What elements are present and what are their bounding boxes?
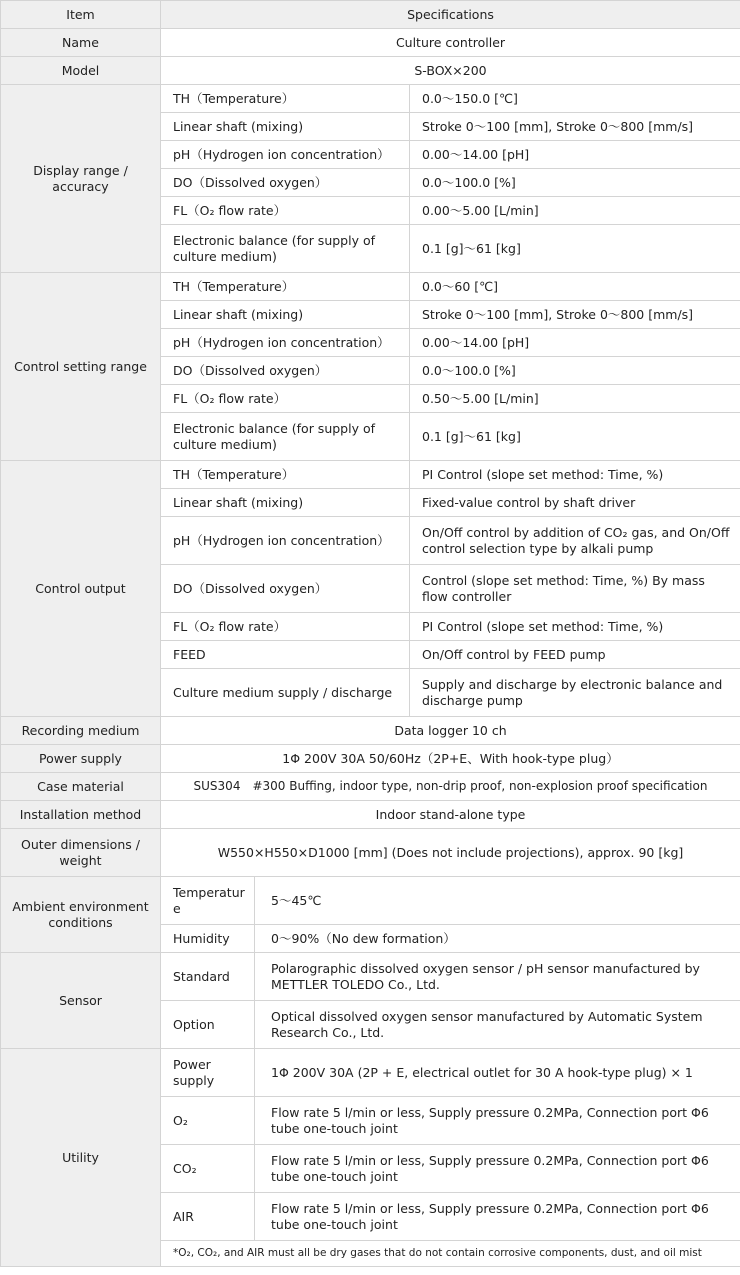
- display-range-value: 0.0～150.0 [℃]: [410, 85, 740, 113]
- control-setting-value: Stroke 0～100 [mm], Stroke 0～800 [mm/s]: [410, 301, 740, 329]
- display-range-item: Electronic balance (for supply of culture medium): [161, 225, 410, 273]
- utility-value: 1Φ 200V 30A (2P + E, electrical outlet for 30 A hook-type plug) × 1: [255, 1049, 740, 1097]
- power-supply-row: [1, 745, 740, 773]
- control-setting-item: Electronic balance (for supply of culture medium): [161, 413, 410, 461]
- sensor-value: Optical dissolved oxygen sensor manufactured by Automatic System Research Co., Ltd.: [255, 1001, 740, 1049]
- display-range-value: Stroke 0～100 [mm], Stroke 0～800 [mm/s]: [410, 113, 740, 141]
- utility-row: [1, 1049, 740, 1097]
- control-setting-label: Control setting range: [1, 273, 161, 461]
- display-range-item: Linear shaft (mixing): [161, 113, 410, 141]
- control-setting-value: 0.0～100.0 [%]: [410, 357, 740, 385]
- control-output-value: PI Control (slope set method: Time, %): [410, 613, 740, 641]
- ambient-value: 5～45℃: [255, 877, 740, 925]
- specifications-header: Specifications: [161, 1, 740, 29]
- utility-item: CO₂: [161, 1145, 255, 1193]
- control-setting-item: TH（Temperature）: [161, 273, 410, 301]
- control-setting-item: pH（Hydrogen ion concentration）: [161, 329, 410, 357]
- control-setting-value: 0.00～14.00 [pH]: [410, 329, 740, 357]
- installation-row: [1, 801, 740, 829]
- installation-value: Indoor stand-alone type: [161, 801, 740, 829]
- case-material-label: Case material: [1, 773, 161, 801]
- control-output-item: FL（O₂ flow rate）: [161, 613, 410, 641]
- control-output-item: TH（Temperature）: [161, 461, 410, 489]
- control-output-row: [1, 461, 740, 489]
- control-setting-value: 0.50～5.00 [L/min]: [410, 385, 740, 413]
- sensor-value: Polarographic dissolved oxygen sensor / pH sensor manufactured by METTLER TOLEDO Co., Ltd.: [255, 953, 740, 1001]
- ambient-item: Humidity: [161, 925, 255, 953]
- power-supply-label: Power supply: [1, 745, 161, 773]
- control-output-value: Supply and discharge by electronic balance and discharge pump: [410, 669, 740, 717]
- utility-value: Flow rate 5 l/min or less, Supply pressure 0.2MPa, Connection port Φ6 tube one-touch joint: [255, 1193, 740, 1241]
- control-output-item: FEED: [161, 641, 410, 669]
- display-range-label: Display range / accuracy: [1, 85, 161, 273]
- control-setting-value: 0.0～60 [℃]: [410, 273, 740, 301]
- control-output-value: Control (slope set method: Time, %) By mass flow controller: [410, 565, 740, 613]
- utility-label: Utility: [1, 1049, 161, 1267]
- ambient-item: Temperature: [161, 877, 255, 925]
- display-range-value: 0.00～14.00 [pH]: [410, 141, 740, 169]
- display-range-item: TH（Temperature）: [161, 85, 410, 113]
- recording-medium-value: Data logger 10 ch: [161, 717, 740, 745]
- model-row: [1, 57, 740, 85]
- sensor-label: Sensor: [1, 953, 161, 1049]
- sensor-row: [1, 953, 740, 1001]
- control-output-item: pH（Hydrogen ion concentration）: [161, 517, 410, 565]
- display-range-value: 0.0～100.0 [%]: [410, 169, 740, 197]
- display-range-value: 0.00～5.00 [L/min]: [410, 197, 740, 225]
- model-label: Model: [1, 57, 161, 85]
- control-output-item: Culture medium supply / discharge: [161, 669, 410, 717]
- outer-dimensions-value: W550×H550×D1000 [mm] (Does not include projections), approx. 90 [kg]: [161, 829, 740, 877]
- recording-medium-row: [1, 717, 740, 745]
- display-range-item: pH（Hydrogen ion concentration）: [161, 141, 410, 169]
- header-row: [1, 1, 740, 29]
- control-setting-item: DO（Dissolved oxygen）: [161, 357, 410, 385]
- name-row: [1, 29, 740, 57]
- display-range-value: 0.1 [g]～61 [kg]: [410, 225, 740, 273]
- recording-medium-label: Recording medium: [1, 717, 161, 745]
- control-output-value: Fixed-value control by shaft driver: [410, 489, 740, 517]
- control-output-value: PI Control (slope set method: Time, %): [410, 461, 740, 489]
- power-supply-value: 1Φ 200V 30A 50/60Hz（2P+E、With hook-type plug）: [161, 745, 740, 773]
- ambient-label: Ambient environment conditions: [1, 877, 161, 953]
- utility-value: Flow rate 5 l/min or less, Supply pressure 0.2MPa, Connection port Φ6 tube one-touch joint: [255, 1145, 740, 1193]
- outer-dimensions-label: Outer dimensions / weight: [1, 829, 161, 877]
- sensor-item: Option: [161, 1001, 255, 1049]
- display-range-item: DO（Dissolved oxygen）: [161, 169, 410, 197]
- control-setting-value: 0.1 [g]～61 [kg]: [410, 413, 740, 461]
- case-material-value: SUS304 #300 Buffing, indoor type, non-drip proof, non-explosion proof specification: [161, 773, 740, 801]
- utility-item: O₂: [161, 1097, 255, 1145]
- ambient-value: 0～90%（No dew formation）: [255, 925, 740, 953]
- case-material-row: [1, 773, 740, 801]
- utility-note: *O₂, CO₂, and AIR must all be dry gases that do not contain corrosive components, dust, and oil mist: [161, 1241, 740, 1267]
- name-value: Culture controller: [161, 29, 740, 57]
- name-label: Name: [1, 29, 161, 57]
- control-output-value: On/Off control by FEED pump: [410, 641, 740, 669]
- ambient-row: [1, 877, 740, 925]
- outer-dimensions-row: [1, 829, 740, 877]
- display-range-item: FL（O₂ flow rate）: [161, 197, 410, 225]
- item-header: Item: [1, 1, 161, 29]
- control-setting-item: FL（O₂ flow rate）: [161, 385, 410, 413]
- control-setting-item: Linear shaft (mixing): [161, 301, 410, 329]
- control-output-label: Control output: [1, 461, 161, 717]
- installation-label: Installation method: [1, 801, 161, 829]
- control-output-value: On/Off control by addition of CO₂ gas, and On/Off control selection type by alkali pump: [410, 517, 740, 565]
- control-setting-row: [1, 273, 740, 301]
- control-output-item: DO（Dissolved oxygen）: [161, 565, 410, 613]
- utility-item: AIR: [161, 1193, 255, 1241]
- control-output-item: Linear shaft (mixing): [161, 489, 410, 517]
- utility-value: Flow rate 5 l/min or less, Supply pressure 0.2MPa, Connection port Φ6 tube one-touch joint: [255, 1097, 740, 1145]
- model-value: S-BOX×200: [161, 57, 740, 85]
- sensor-item: Standard: [161, 953, 255, 1001]
- display-range-row: [1, 85, 740, 113]
- utility-item: Power supply: [161, 1049, 255, 1097]
